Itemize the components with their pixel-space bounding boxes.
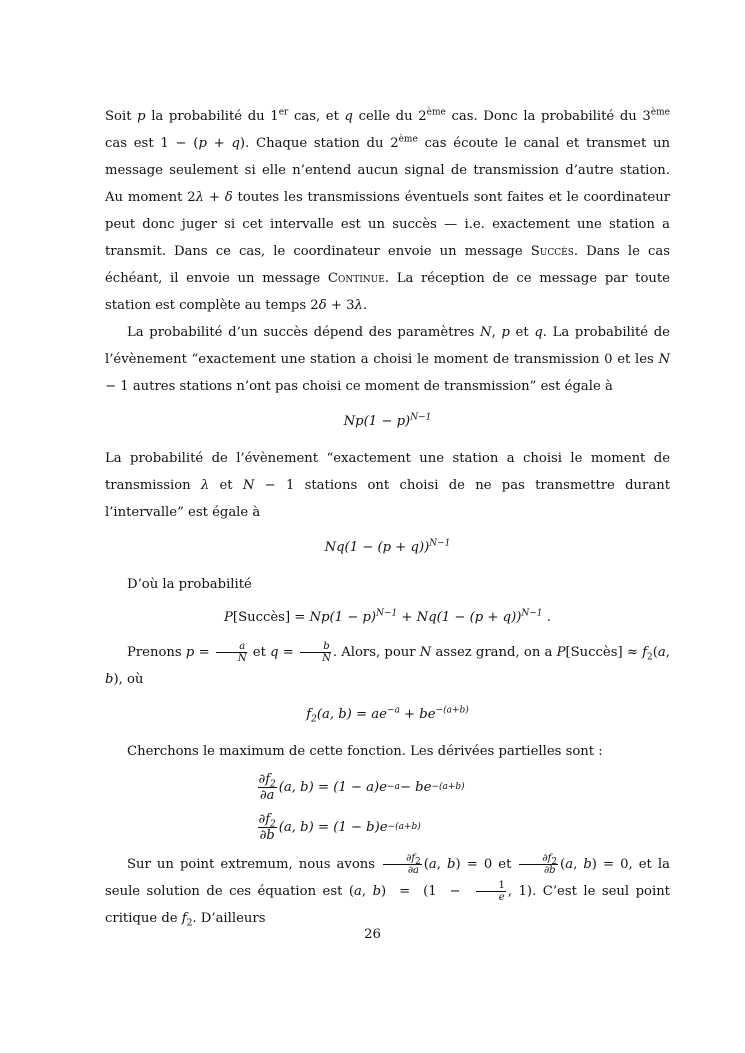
- equation-1: $Np(1 - p)^{N-1}$: [343, 412, 432, 429]
- page-number: 26: [364, 927, 381, 942]
- paragraph-3: La probabilité de l’évènement “exactement une station a choisi le moment de transmission λ et N − 1 stations ont choisi de ne pas transmettre durant l’intervalle” est égale à: [105, 451, 670, 520]
- page-body: [105, 103, 670, 932]
- equation-5: $\partial f_2$ ∂a (a, b) = (1 − a)e −a − be −(a+b): [258, 771, 465, 803]
- paragraph-2: La probabilité d’un succès dépend des paramètres N, p et q. La probabilité de l’évènement “exactement une station a choisi le moment de transmission 0 et les N − 1 autres stations n’ont pas choisi ce moment de transmission” est égale à: [105, 325, 670, 394]
- paragraph-1: Soit p la probabilité du 1er cas, et q celle du 2ème cas. Donc la probabilité du 3ème cas est 1 − (p + q). Chaque station du 2ème cas écoute le canal et transmet un message seulement si elle n’entend aucun signal de transmission d’autre station. Au moment 2λ + δ toutes les transmissions éventuels sont faites et le coordinateur peut donc juger si cet intervalle est un succès — i.e. exactement une station a transmit. Dans ce cas, le coordinateur envoie un message Succès. Dans le cas échéant, il envoie un message Continue. La réception de ce message par toute station est complète au temps 2δ + 3λ.: [105, 107, 671, 313]
- paragraph-4: D’où la probabilité: [127, 577, 252, 592]
- equation-6: $\partial f_2$ ∂b (a, b) = (1 − b)e −(a+b): [258, 811, 421, 843]
- equation-4: $f_2(a$, $b) = ae^{-a} + be^{-(a+b)}$: [306, 705, 469, 725]
- equation-2: $Nq(1 - (p + q))^{N-1}$: [324, 538, 451, 555]
- paragraph-7: Sur un point extremum, nous avons $\frac{\partial f_2}{\partial a}$ (a, b) = 0 et $\frac{\partial f_2}{\partial b}$ (a, b) = 0, et la seule solution de ces équation est (a, b) = (1 − $\frac{1}{e}$ , 1). C’est le seul point critique de $f_2$. D’ailleurs: [105, 853, 671, 929]
- paragraph-6: Cherchons le maximum de cette fonction. Les dérivées partielles sont :: [127, 744, 603, 759]
- equation-3: P[Succès] = $Np(1 - p)^{N-1} + Nq(1 - (p + q))^{N-1}$ .: [224, 608, 551, 625]
- paragraph-5: Prenons p = $\frac{a}{N}$ et q = $\frac{b}{N}$ . Alors, pour N assez grand, on a P[Succès] ≈ $f_2(a$, b), où: [105, 641, 670, 687]
- partial-derivatives: [258, 767, 518, 847]
